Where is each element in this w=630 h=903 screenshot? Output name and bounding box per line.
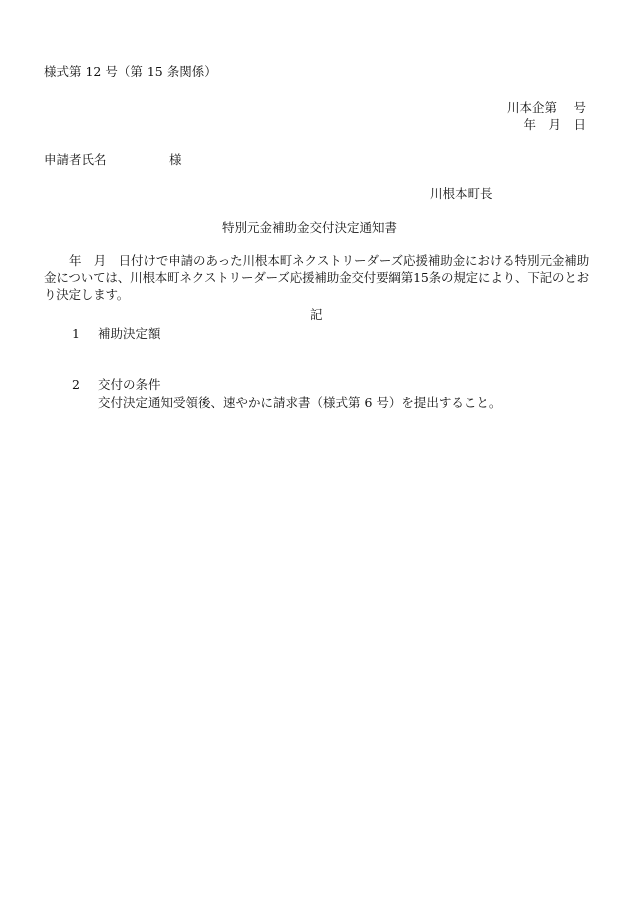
item-2-detail: 交付決定通知受領後、速やかに請求書（様式第 6 号）を提出すること。 (98, 395, 502, 410)
document-date: 年 月 日 (523, 117, 586, 132)
form-label: 様式第 12 号（第 15 条関係） (44, 64, 217, 79)
applicant-name: 申請者氏名 様 (44, 152, 182, 167)
document-number: 川本企第 号 (507, 100, 586, 115)
item-2-label: 交付の条件 (98, 377, 161, 392)
item-2-number: 2 (72, 377, 80, 392)
document-title: 特別元金補助金交付決定通知書 (222, 220, 398, 235)
body-paragraph: 年 月 日付けで申請のあった川根本町ネクストリーダーズ応援補助金における特別元金補助金については、川根本町ネクストリーダーズ応援補助金交付要綱第15条の規定により、下記のとおり決定します。 (44, 253, 589, 302)
issuer-name: 川根本町長 (430, 186, 493, 201)
ki-heading: 記 (310, 307, 323, 322)
item-1-label: 補助決定額 (98, 326, 161, 341)
item-1-number: 1 (72, 326, 80, 341)
